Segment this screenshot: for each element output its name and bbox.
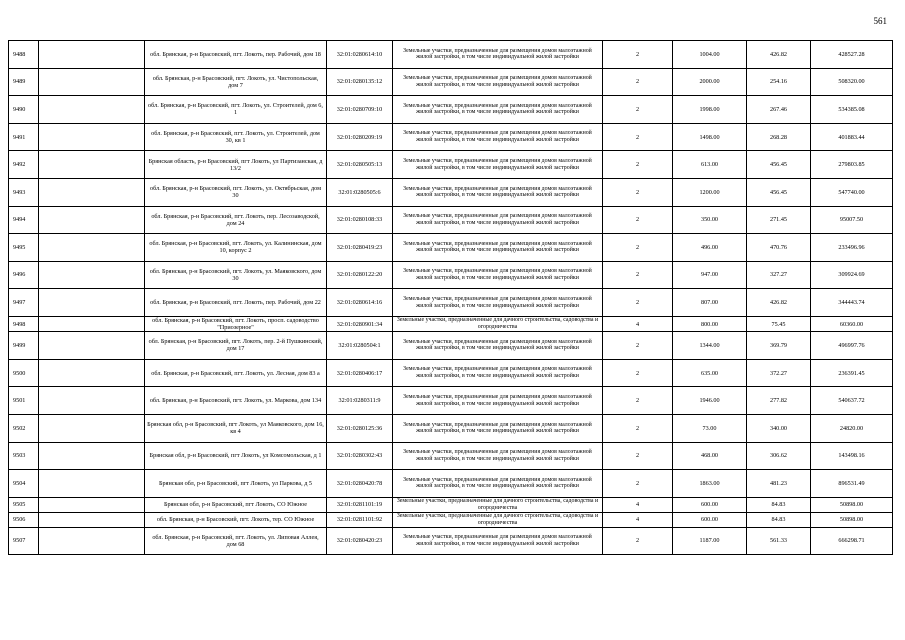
page-number: 561: [873, 16, 887, 26]
cadastral-value-cell: 95007.50: [811, 206, 893, 234]
table-row: [9, 261, 893, 289]
row-number-cell: 9502: [9, 414, 39, 442]
blank-cell: [39, 414, 145, 442]
row-number-cell: 9506: [9, 512, 39, 527]
group-cell: 2: [603, 261, 673, 289]
table-row: [9, 151, 893, 179]
cadastral-value-cell: 60360.00: [811, 316, 893, 331]
table-row: [9, 387, 893, 415]
blank-cell: [39, 41, 145, 69]
group-cell: 2: [603, 289, 673, 317]
address-cell: обл. Брянская, р-н Брасовский, пгт. Локоть, просп. садоводство "Приозерное": [145, 316, 327, 331]
cadastral-number-cell: 32:01:0280420:23: [327, 527, 393, 555]
blank-cell: [39, 387, 145, 415]
area-cell: 800.00: [673, 316, 747, 331]
cadastral-number-cell: 32:01:0281101:19: [327, 497, 393, 512]
cadastral-number-cell: 32:01:0281101:92: [327, 512, 393, 527]
land-purpose-cell: Земельные участки, предназначенные для размещения домов малоэтажной жилой застройки, в том числе индивидуальной жилой застройки: [393, 527, 603, 555]
table-row: [9, 178, 893, 206]
area-cell: 1863.00: [673, 470, 747, 498]
row-number-cell: 9499: [9, 332, 39, 360]
table-row: [9, 414, 893, 442]
land-purpose-cell: Земельные участки, предназначенные для дачного строительства, садоводства и огородничества: [393, 512, 603, 527]
cadastral-number-cell: 32:01:0280108:33: [327, 206, 393, 234]
area-cell: 1498.00: [673, 123, 747, 151]
address-cell: обл. Брянская, р-н Брасовский, пгт. Локоть, ул. Липовая Аллея, дом 68: [145, 527, 327, 555]
area-cell: 496.00: [673, 234, 747, 262]
address-cell: обл. Брянская, р-н Брасовский, пгт. Локоть, ул. Маяковского, дом 30: [145, 261, 327, 289]
land-purpose-cell: Земельные участки, предназначенные для размещения домов малоэтажной жилой застройки, в том числе индивидуальной жилой застройки: [393, 359, 603, 387]
table-row: [9, 359, 893, 387]
cadastral-number-cell: 32:01:0280125:36: [327, 414, 393, 442]
cadastral-number-cell: 32:01:0280901:34: [327, 316, 393, 331]
address-cell: обл. Брянская, р-н Брасовский, пгт. Локоть, тер. СО Южное: [145, 512, 327, 527]
land-purpose-cell: Земельные участки, предназначенные для размещения домов малоэтажной жилой застройки, в том числе индивидуальной жилой застройки: [393, 261, 603, 289]
land-purpose-cell: Земельные участки, предназначенные для размещения домов малоэтажной жилой застройки, в том числе индивидуальной жилой застройки: [393, 414, 603, 442]
rate-cell: 84.83: [747, 497, 811, 512]
address-cell: обл. Брянская, р-н Брасовский, пгт. Локоть, пер. Лесозаводской, дом 24: [145, 206, 327, 234]
rate-cell: 271.45: [747, 206, 811, 234]
table-row: [9, 123, 893, 151]
rate-cell: 268.28: [747, 123, 811, 151]
cadastral-number-cell: 32:01:0280135:12: [327, 68, 393, 96]
group-cell: 2: [603, 527, 673, 555]
row-number-cell: 9494: [9, 206, 39, 234]
area-cell: 1200.00: [673, 178, 747, 206]
address-cell: обл. Брянская, р-н Брасовский, пгт. Локоть, пер. Рабочий, дом 22: [145, 289, 327, 317]
address-cell: обл. Брянская, р-н Брасовский, пгт. Локоть, ул. Строителей, дом 30, кв 1: [145, 123, 327, 151]
rate-cell: 340.00: [747, 414, 811, 442]
cadastral-number-cell: 32:01:0280614:10: [327, 41, 393, 69]
land-purpose-cell: Земельные участки, предназначенные для размещения домов малоэтажной жилой застройки, в том числе индивидуальной жилой застройки: [393, 151, 603, 179]
rate-cell: 254.16: [747, 68, 811, 96]
blank-cell: [39, 316, 145, 331]
land-purpose-cell: Земельные участки, предназначенные для размещения домов малоэтажной жилой застройки, в том числе индивидуальной жилой застройки: [393, 387, 603, 415]
land-registry-table: [8, 40, 893, 555]
table-body: [9, 41, 893, 555]
address-cell: обл. Брянская, р-н Брасовский, пгт. Локоть, ул. Калининская, дом 10, корпус 2: [145, 234, 327, 262]
group-cell: 2: [603, 359, 673, 387]
rate-cell: 369.79: [747, 332, 811, 360]
group-cell: 4: [603, 316, 673, 331]
rate-cell: 75.45: [747, 316, 811, 331]
blank-cell: [39, 151, 145, 179]
rate-cell: 267.46: [747, 96, 811, 124]
area-cell: 635.00: [673, 359, 747, 387]
area-cell: 807.00: [673, 289, 747, 317]
row-number-cell: 9496: [9, 261, 39, 289]
table-row: [9, 470, 893, 498]
row-number-cell: 9503: [9, 442, 39, 470]
blank-cell: [39, 332, 145, 360]
address-cell: Брянская область, р-н Брасовский, пгт Локоть, ул Партизанская, д 13/2: [145, 151, 327, 179]
address-cell: обл. Брянская, р-н Брасовский, пгт. Локоть, пер. 2-й Пушкинский, дом 17: [145, 332, 327, 360]
address-cell: обл. Брянская, р-н Брасовский, пгт. Локоть, ул. Лесная, дом 83 а: [145, 359, 327, 387]
blank-cell: [39, 359, 145, 387]
area-cell: 350.00: [673, 206, 747, 234]
blank-cell: [39, 442, 145, 470]
rate-cell: 426.82: [747, 41, 811, 69]
group-cell: 2: [603, 332, 673, 360]
row-number-cell: 9489: [9, 68, 39, 96]
cadastral-value-cell: 428527.28: [811, 41, 893, 69]
table-row: [9, 316, 893, 331]
table-row: [9, 512, 893, 527]
cadastral-number-cell: 32:01:0280302:43: [327, 442, 393, 470]
rate-cell: 372.27: [747, 359, 811, 387]
address-cell: обл. Брянская, р-н Брасовский, пгт. Локоть, пер. Рабочий, дом 18: [145, 41, 327, 69]
area-cell: 1344.00: [673, 332, 747, 360]
cadastral-value-cell: 236391.45: [811, 359, 893, 387]
group-cell: 2: [603, 206, 673, 234]
address-cell: обл. Брянская, р-н Брасовский, пгт. Локоть, ул. Строителей, дом 6, 1: [145, 96, 327, 124]
rate-cell: 561.33: [747, 527, 811, 555]
blank-cell: [39, 470, 145, 498]
table-row: [9, 527, 893, 555]
row-number-cell: 9507: [9, 527, 39, 555]
blank-cell: [39, 497, 145, 512]
area-cell: 600.00: [673, 497, 747, 512]
group-cell: 2: [603, 178, 673, 206]
area-cell: 1998.00: [673, 96, 747, 124]
area-cell: 73.00: [673, 414, 747, 442]
cadastral-value-cell: 666298.71: [811, 527, 893, 555]
cadastral-value-cell: 143498.16: [811, 442, 893, 470]
address-cell: обл. Брянская, р-н Брасовский, пгт. Локоть, ул. Чистопольская, дом 7: [145, 68, 327, 96]
group-cell: 2: [603, 470, 673, 498]
cadastral-number-cell: 32:01:0280406:17: [327, 359, 393, 387]
address-cell: Брянская обл, р-н Брасовский, пгт Локоть, ул Маяковского, дом 16, кв 4: [145, 414, 327, 442]
blank-cell: [39, 206, 145, 234]
row-number-cell: 9491: [9, 123, 39, 151]
row-number-cell: 9501: [9, 387, 39, 415]
cadastral-value-cell: 233496.96: [811, 234, 893, 262]
rate-cell: 470.76: [747, 234, 811, 262]
row-number-cell: 9504: [9, 470, 39, 498]
group-cell: 2: [603, 151, 673, 179]
land-purpose-cell: Земельные участки, предназначенные для размещения домов малоэтажной жилой застройки, в том числе индивидуальной жилой застройки: [393, 96, 603, 124]
rate-cell: 327.27: [747, 261, 811, 289]
rate-cell: 456.45: [747, 178, 811, 206]
blank-cell: [39, 261, 145, 289]
cadastral-number-cell: 32:01:0280709:10: [327, 96, 393, 124]
cadastral-value-cell: 534385.08: [811, 96, 893, 124]
cadastral-number-cell: 32:01:0280614:16: [327, 289, 393, 317]
table-row: [9, 332, 893, 360]
address-cell: Брянская обл, р-н Брасовский, пгт Локоть, ул Комсомольская, д 1: [145, 442, 327, 470]
land-purpose-cell: Земельные участки, предназначенные для дачного строительства, садоводства и огородничества: [393, 316, 603, 331]
cadastral-value-cell: 309924.69: [811, 261, 893, 289]
area-cell: 947.00: [673, 261, 747, 289]
blank-cell: [39, 178, 145, 206]
group-cell: 2: [603, 41, 673, 69]
cadastral-value-cell: 50898.00: [811, 512, 893, 527]
group-cell: 2: [603, 96, 673, 124]
rate-cell: 426.82: [747, 289, 811, 317]
table-row: [9, 96, 893, 124]
land-purpose-cell: Земельные участки, предназначенные для размещения домов малоэтажной жилой застройки, в том числе индивидуальной жилой застройки: [393, 289, 603, 317]
cadastral-number-cell: 32:01:0280419:23: [327, 234, 393, 262]
row-number-cell: 9500: [9, 359, 39, 387]
row-number-cell: 9495: [9, 234, 39, 262]
land-purpose-cell: Земельные участки, предназначенные для размещения домов малоэтажной жилой застройки, в том числе индивидуальной жилой застройки: [393, 206, 603, 234]
cadastral-value-cell: 344443.74: [811, 289, 893, 317]
land-purpose-cell: Земельные участки, предназначенные для размещения домов малоэтажной жилой застройки, в том числе индивидуальной жилой застройки: [393, 123, 603, 151]
table-row: [9, 68, 893, 96]
address-cell: Брянская обл, р-н Брасовский, пгт Локоть, СО Южное: [145, 497, 327, 512]
blank-cell: [39, 512, 145, 527]
land-purpose-cell: Земельные участки, предназначенные для дачного строительства, садоводства и огородничества: [393, 497, 603, 512]
group-cell: 4: [603, 512, 673, 527]
rate-cell: 84.83: [747, 512, 811, 527]
group-cell: 2: [603, 387, 673, 415]
cadastral-number-cell: 32:01:0280122:20: [327, 261, 393, 289]
rate-cell: 481.23: [747, 470, 811, 498]
group-cell: 4: [603, 497, 673, 512]
area-cell: 1187.00: [673, 527, 747, 555]
area-cell: 1004.00: [673, 41, 747, 69]
address-cell: обл. Брянская, р-н Брасовский, пгт. Локоть, ул. Маркова, дом 134: [145, 387, 327, 415]
land-purpose-cell: Земельные участки, предназначенные для размещения домов малоэтажной жилой застройки, в том числе индивидуальной жилой застройки: [393, 178, 603, 206]
land-purpose-cell: Земельные участки, предназначенные для размещения домов малоэтажной жилой застройки, в том числе индивидуальной жилой застройки: [393, 234, 603, 262]
cadastral-number-cell: 32:01:0280420:78: [327, 470, 393, 498]
cadastral-value-cell: 50898.00: [811, 497, 893, 512]
row-number-cell: 9497: [9, 289, 39, 317]
cadastral-value-cell: 496997.76: [811, 332, 893, 360]
cadastral-number-cell: 32:01:0280311:9: [327, 387, 393, 415]
table-row: [9, 41, 893, 69]
cadastral-number-cell: 32:01:0280505:13: [327, 151, 393, 179]
group-cell: 2: [603, 234, 673, 262]
cadastral-number-cell: 32:01:0280505:6: [327, 178, 393, 206]
blank-cell: [39, 68, 145, 96]
row-number-cell: 9493: [9, 178, 39, 206]
row-number-cell: 9498: [9, 316, 39, 331]
cadastral-value-cell: 540637.72: [811, 387, 893, 415]
group-cell: 2: [603, 123, 673, 151]
land-purpose-cell: Земельные участки, предназначенные для размещения домов малоэтажной жилой застройки, в том числе индивидуальной жилой застройки: [393, 442, 603, 470]
group-cell: 2: [603, 414, 673, 442]
table-row: [9, 234, 893, 262]
address-cell: обл. Брянская, р-н Брасовский, пгт. Локоть, ул. Октябрьская, дом 30: [145, 178, 327, 206]
area-cell: 613.00: [673, 151, 747, 179]
group-cell: 2: [603, 68, 673, 96]
table-row: [9, 289, 893, 317]
cadastral-value-cell: 401883.44: [811, 123, 893, 151]
table-row: [9, 442, 893, 470]
group-cell: 2: [603, 442, 673, 470]
cadastral-number-cell: 32:01:0280504:1: [327, 332, 393, 360]
rate-cell: 277.82: [747, 387, 811, 415]
table-row: [9, 497, 893, 512]
table-row: [9, 206, 893, 234]
row-number-cell: 9505: [9, 497, 39, 512]
blank-cell: [39, 123, 145, 151]
land-purpose-cell: Земельные участки, предназначенные для размещения домов малоэтажной жилой застройки, в том числе индивидуальной жилой застройки: [393, 41, 603, 69]
cadastral-value-cell: 547740.00: [811, 178, 893, 206]
land-purpose-cell: Земельные участки, предназначенные для размещения домов малоэтажной жилой застройки, в том числе индивидуальной жилой застройки: [393, 332, 603, 360]
cadastral-number-cell: 32:01:0280209:19: [327, 123, 393, 151]
area-cell: 2000.00: [673, 68, 747, 96]
row-number-cell: 9488: [9, 41, 39, 69]
cadastral-value-cell: 508320.00: [811, 68, 893, 96]
land-purpose-cell: Земельные участки, предназначенные для размещения домов малоэтажной жилой застройки, в том числе индивидуальной жилой застройки: [393, 470, 603, 498]
blank-cell: [39, 289, 145, 317]
blank-cell: [39, 527, 145, 555]
cadastral-value-cell: 279803.85: [811, 151, 893, 179]
rate-cell: 456.45: [747, 151, 811, 179]
cadastral-value-cell: 24820.00: [811, 414, 893, 442]
area-cell: 468.00: [673, 442, 747, 470]
land-purpose-cell: Земельные участки, предназначенные для размещения домов малоэтажной жилой застройки, в том числе индивидуальной жилой застройки: [393, 68, 603, 96]
cadastral-value-cell: 896531.49: [811, 470, 893, 498]
area-cell: 600.00: [673, 512, 747, 527]
row-number-cell: 9492: [9, 151, 39, 179]
area-cell: 1946.00: [673, 387, 747, 415]
rate-cell: 306.62: [747, 442, 811, 470]
row-number-cell: 9490: [9, 96, 39, 124]
blank-cell: [39, 96, 145, 124]
blank-cell: [39, 234, 145, 262]
address-cell: Брянская обл, р-н Брасовский, пгт Локоть, ул Паркова, д 5: [145, 470, 327, 498]
